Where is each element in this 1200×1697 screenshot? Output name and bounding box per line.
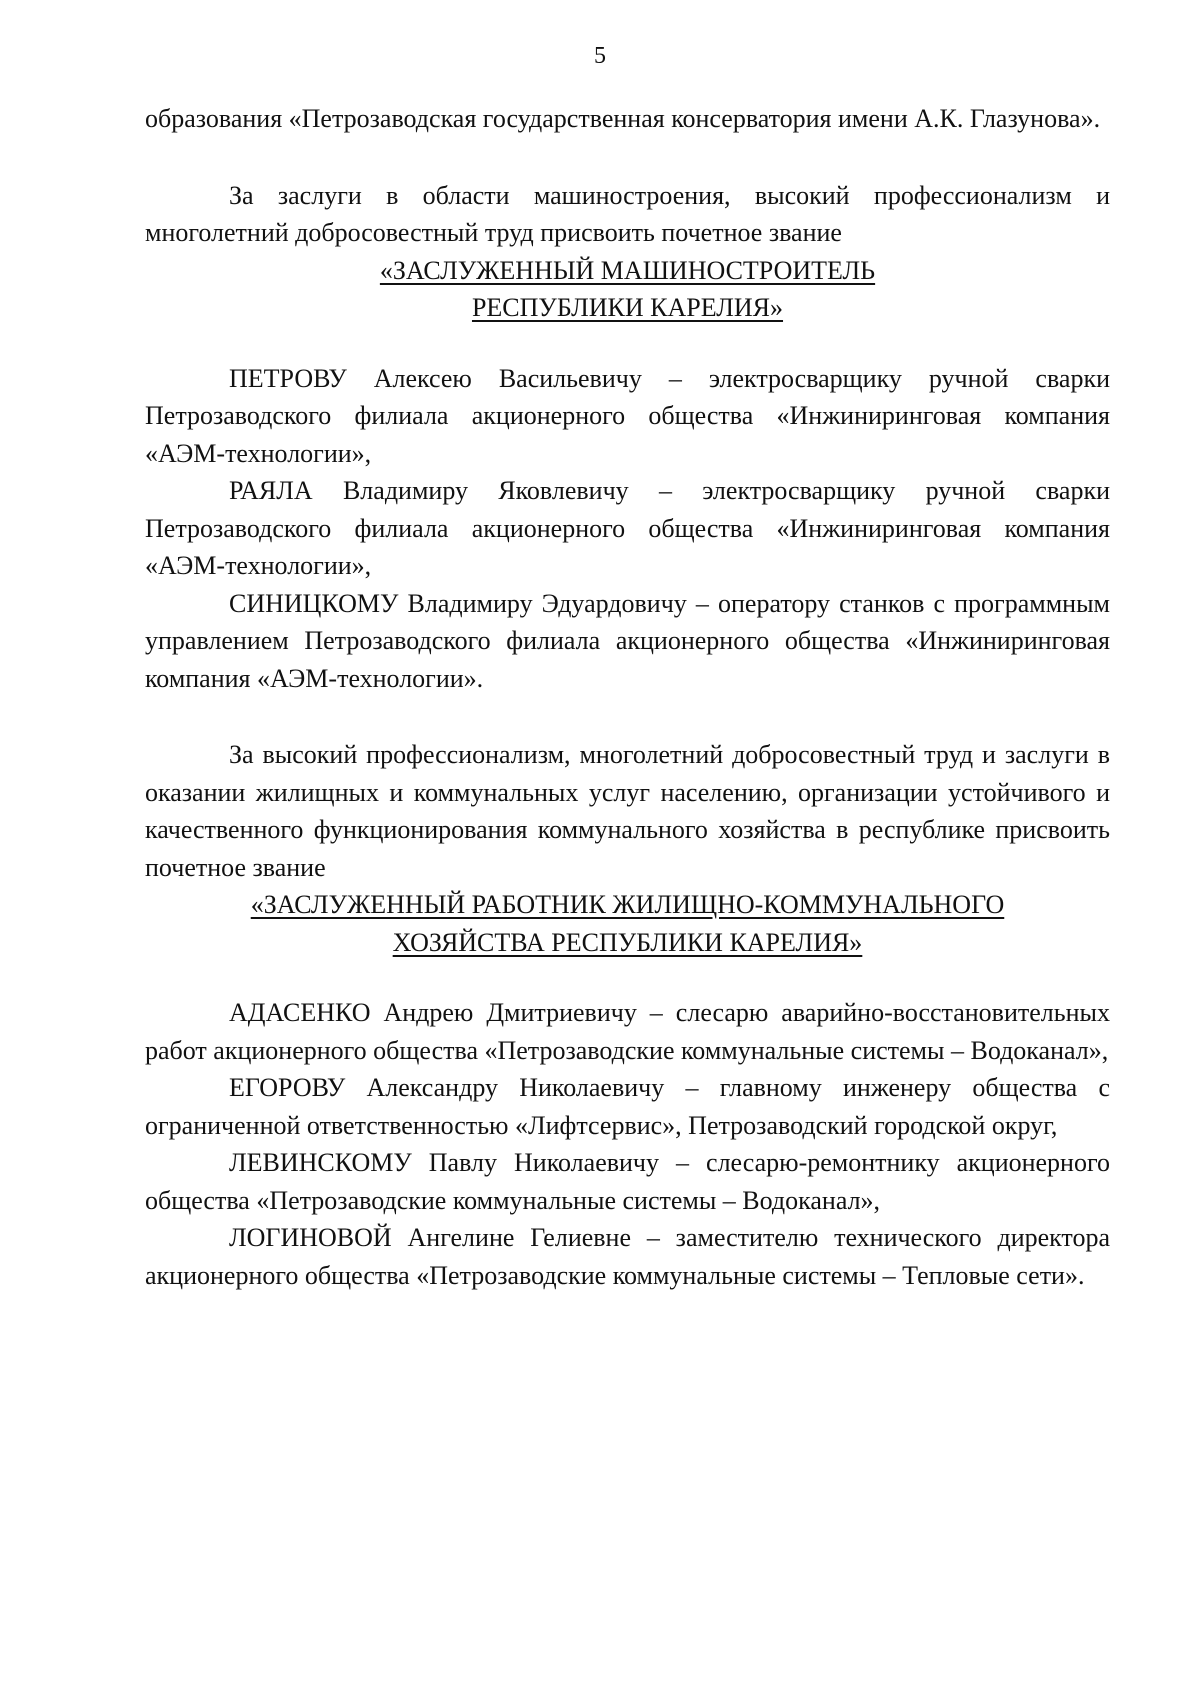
section2-preamble: За высокий профессионализм, многолетний добросовестный труд и заслуги в оказании жилищных и коммунальных услуг населению, организации устойчивого и качественного функционирования коммунального хозяйства в республике присвоить почетное звание	[145, 740, 1110, 882]
section2-awardee: ЛЕВИНСКОМУ Павлу Николаевичу – слесарю-ремонтнику акционерного общества «Петрозаводские коммунальные системы – Водоканал»,	[145, 1148, 1110, 1215]
section2-title-line1: «ЗАСЛУЖЕННЫЙ РАБОТНИК ЖИЛИЩНО-КОММУНАЛЬНОГО	[250, 890, 1005, 919]
section1-awardee: РАЯЛА Владимиру Яковлевичу – электросварщику ручной сварки Петрозаводского филиала акционерного общества «Инжиниринговая компания «АЭМ-технологии»,	[145, 476, 1110, 580]
document-body	[145, 100, 1110, 1294]
section2-awardee: АДАСЕНКО Андрею Дмитриевичу – слесарю аварийно-восстановительных работ акционерного общества «Петрозаводские коммунальные системы – Водоканал»,	[145, 998, 1110, 1065]
section2-title-line2: ХОЗЯЙСТВА РЕСПУБЛИКИ КАРЕЛИЯ»	[392, 927, 863, 957]
section1-preamble: За заслуги в области машиностроения, высокий профессионализм и многолетний добросовестный труд присвоить почетное звание	[145, 180, 1110, 247]
intro-paragraph: образования «Петрозаводская государственная консерватория имени А.К. Глазунова».	[145, 104, 1101, 133]
section1-awardee: ПЕТРОВУ Алексею Васильевичу – электросварщику ручной сварки Петрозаводского филиала акционерного общества «Инжиниринговая компания «АЭМ-технологии»,	[145, 363, 1110, 468]
section1-title-line2: РЕСПУБЛИКИ КАРЕЛИЯ»	[471, 293, 784, 322]
section1-title	[145, 252, 1110, 327]
section2-awardee: ЛОГИНОВОЙ Ангелине Гелиевне – заместителю технического директора акционерного общества «Петрозаводские коммунальные системы – Тепловые сети».	[145, 1223, 1110, 1290]
page-number: 5	[594, 43, 606, 69]
section1-awardee: СИНИЦКОМУ Владимиру Эдуардовичу – оператору станков с программным управлением Петрозаводского филиала акционерного общества «Инжиниринговая компания «АЭМ-технологии».	[145, 588, 1110, 693]
section1-title-line1: «ЗАСЛУЖЕННЫЙ МАШИНОСТРОИТЕЛЬ	[379, 255, 876, 285]
section2-awardee: ЕГОРОВУ Александру Николаевичу – главному инженеру общества с ограниченной ответственностью «Лифтсервис», Петрозаводский городской округ,	[145, 1073, 1110, 1140]
section2-title	[145, 886, 1110, 961]
